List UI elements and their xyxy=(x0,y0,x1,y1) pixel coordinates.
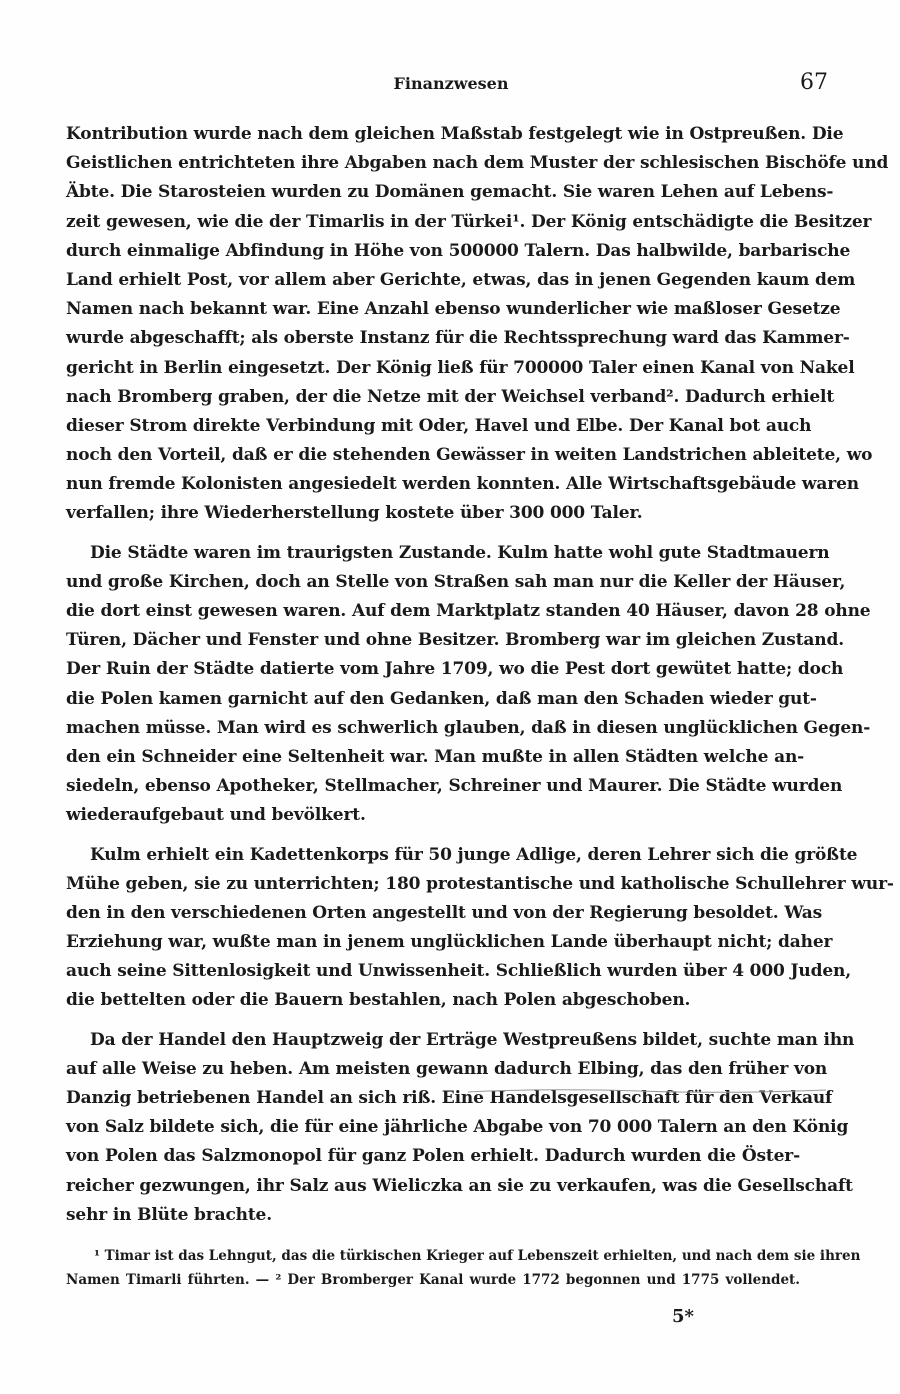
text-line: nach Bromberg graben, der die Netze mit der Weichsel verband². Dadurch erhielt xyxy=(66,386,835,407)
paragraph-4 xyxy=(66,1026,855,1230)
text-line: Erziehung war, wußte man in jenem unglücklichen Lande überhaupt nicht; daher xyxy=(66,932,833,953)
text-line: Da der Handel den Hauptzweig der Erträge Westpreußens bildet, suchte man ihn xyxy=(90,1029,855,1050)
text-line: Geistlichen entrichteten ihre Abgaben nach dem Muster der schlesischen Bischöfe und xyxy=(66,153,889,174)
text-line: auch seine Sittenlosigkeit und Unwissenheit. Schließlich wurden über 4 000 Juden, xyxy=(66,961,851,982)
text-line: Namen nach bekannt war. Eine Anzahl ebenso wunderlicher wie maßloser Gesetze xyxy=(66,299,841,320)
text-line: siedeln, ebenso Apotheker, Stellmacher, Schreiner und Maurer. Die Städte wurden xyxy=(66,776,843,797)
text-line: Mühe geben, sie zu unterrichten; 180 protestantische und katholische Schullehrer wur- xyxy=(66,873,894,894)
text-line: wiederaufgebaut und bevölkert. xyxy=(66,805,366,826)
paragraph-gap xyxy=(66,831,800,841)
text-line: Der Ruin der Städte datierte vom Jahre 1709, wo die Pest dort gewütet hatte; doch xyxy=(66,659,844,680)
text-line: durch einmalige Abfindung in Höhe von 500000 Talern. Das halbwilde, barbarische xyxy=(66,240,851,261)
paragraph-1 xyxy=(66,120,889,529)
text-line: reicher gezwungen, ihr Salz aus Wieliczka an sie zu verkaufen, was die Gesellschaft xyxy=(66,1175,853,1196)
text-line: gericht in Berlin eingesetzt. Der König ließ für 700000 Taler einen Kanal von Nakel xyxy=(66,357,855,378)
footnote-line: ¹ Timar ist das Lehngut, das die türkischen Krieger auf Lebenszeit erhielten, und nach dem sie ihren xyxy=(94,1248,861,1264)
body-text xyxy=(66,120,894,1230)
footnotes xyxy=(66,1244,861,1292)
text-line: machen müsse. Man wird es schwerlich glauben, daß in diesen unglücklichen Gegen- xyxy=(66,717,871,738)
page-number: 67 xyxy=(800,70,828,95)
text-line: verfallen; ihre Wiederherstellung kostete über 300 000 Taler. xyxy=(66,503,643,524)
paragraph-gap xyxy=(66,1016,800,1026)
text-line: Land erhielt Post, vor allem aber Gerichte, etwas, das in jenen Gegenden kaum dem xyxy=(66,269,856,290)
running-title: Finanzwesen xyxy=(393,74,509,93)
text-line: und große Kirchen, doch an Stelle von Straßen sah man nur die Keller der Häuser, xyxy=(66,571,846,592)
text-line: von Polen das Salzmonopol für ganz Polen erhielt. Dadurch wurden die Öster- xyxy=(66,1146,800,1167)
footnote-line: Namen Timarli führten. — ² Der Bromberger Kanal wurde 1772 begonnen und 1775 vollendet. xyxy=(66,1272,800,1288)
text-line: den in den verschiedenen Orten angestellt und von der Regierung besoldet. Was xyxy=(66,902,823,923)
running-head xyxy=(66,70,836,100)
text-line: den ein Schneider eine Seltenheit war. Man mußte in allen Städten welche an- xyxy=(66,746,805,767)
text-line: dieser Strom direkte Verbindung mit Oder, Havel und Elbe. Der Kanal bot auch xyxy=(66,415,812,436)
text-line: Äbte. Die Starosteien wurden zu Domänen gemacht. Sie waren Lehen auf Lebens- xyxy=(66,182,834,203)
text-line: noch den Vorteil, daß er die stehenden Gewässer in weiten Landstrichen ableitete, wo xyxy=(66,445,873,466)
paragraph-3 xyxy=(66,841,894,1016)
text-line: Kulm erhielt ein Kadettenkorps für 50 junge Adlige, deren Lehrer sich die größte xyxy=(90,844,858,865)
paragraph-gap xyxy=(66,529,800,539)
text-line: die bettelten oder die Bauern bestahlen, nach Polen abgeschoben. xyxy=(66,990,691,1011)
text-line: Die Städte waren im traurigsten Zustande. Kulm hatte wohl gute Stadtmauern xyxy=(90,542,830,563)
text-line: zeit gewesen, wie die der Timarlis in der Türkei¹. Der König entschädigte die Besitzer xyxy=(66,211,872,232)
signature-mark: 5* xyxy=(672,1306,694,1327)
text-line: wurde abgeschafft; als oberste Instanz für die Rechtssprechung ward das Kammer- xyxy=(66,328,850,349)
paragraph-2 xyxy=(66,539,871,831)
text-line: Türen, Dächer und Fenster und ohne Besitzer. Bromberg war im gleichen Zustand. xyxy=(66,630,844,651)
text-line: die Polen kamen garnicht auf den Gedanken, daß man den Schaden wieder gut- xyxy=(66,688,817,709)
text-line: die dort einst gewesen waren. Auf dem Marktplatz standen 40 Häuser, davon 28 ohne xyxy=(66,601,871,621)
pencil-underline-mark xyxy=(468,1086,826,1098)
text-line: nun fremde Kolonisten angesiedelt werden konnten. Alle Wirtschaftsgebäude waren xyxy=(66,474,859,495)
text-line: Kontribution wurde nach dem gleichen Maßstab festgelegt wie in Ostpreußen. Die xyxy=(66,124,844,144)
text-line: Danzig betriebenen Handel an sich riß. Eine Handelsgesellschaft für den Verkauf xyxy=(66,1088,833,1108)
text-line: von Salz bildete sich, die für eine jährliche Abgabe von 70 000 Talern an den König xyxy=(66,1117,849,1138)
text-line: auf alle Weise zu heben. Am meisten gewann dadurch Elbing, das den früher von xyxy=(66,1058,828,1079)
text-line: sehr in Blüte brachte. xyxy=(66,1204,272,1225)
